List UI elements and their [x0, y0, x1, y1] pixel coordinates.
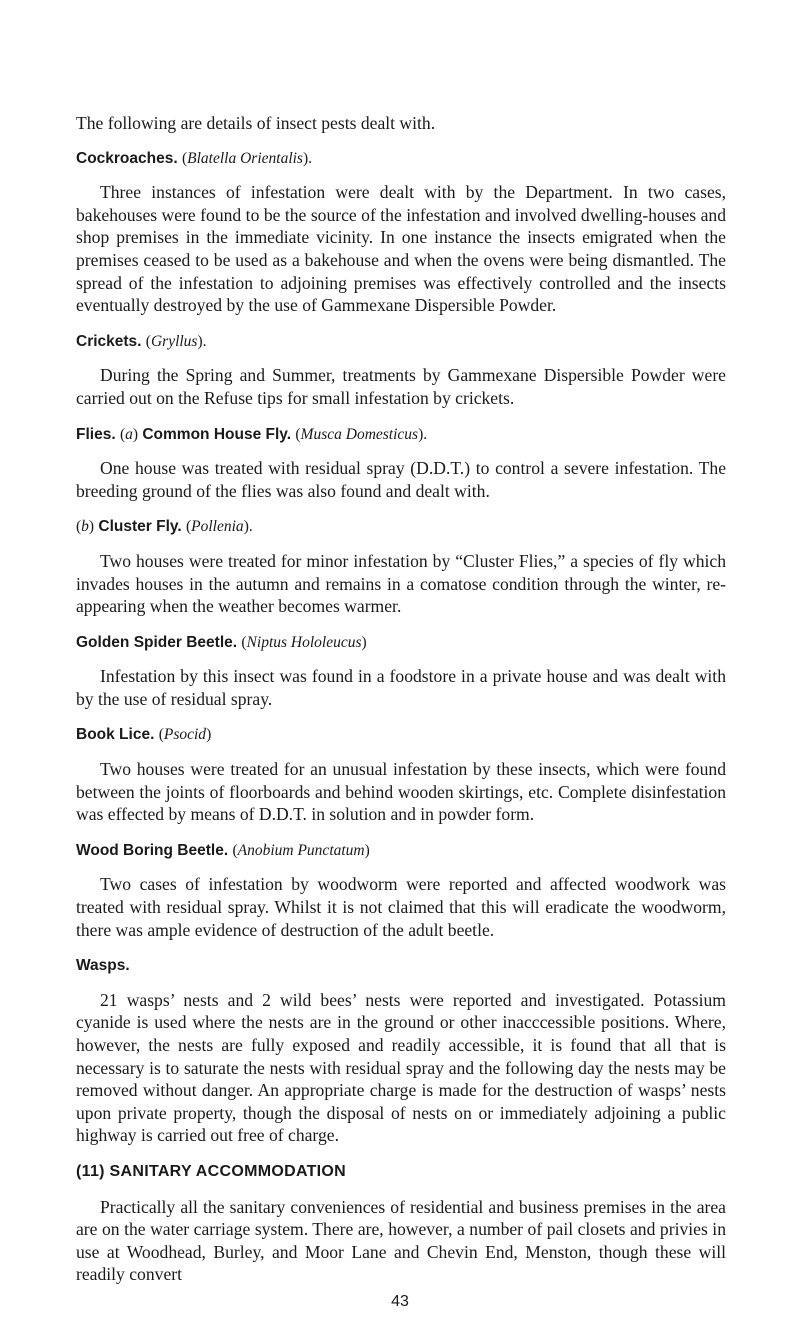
flies-b-latin: Pollenia [191, 518, 244, 536]
intro-text: The following are details of insect pests dealt with. [76, 113, 436, 133]
flies-b-body: Two houses were treated for minor infestation by “Cluster Flies,” a species of fly which invades houses in the autumn and remains in a comatose condition through the winter, re-appearing when the weather becomes warmer. [76, 550, 726, 617]
book-lice-heading: Book Lice. [76, 726, 155, 744]
sanitary-body: Practically all the sanitary conveniences of residential and business premises in the area are on the water carriage system. There are, however, a number of pail closets and privies in use at Woodhead, Burley, and Moor Lane and Chevin End, Menston, though these will readily convert [76, 1196, 726, 1285]
crickets-body: During the Spring and Summer, treatments by Gammexane Dispersible Powder were carried out on the Refuse tips for small infestation by crickets. [76, 365, 726, 408]
book-lice-latin: Psocid [163, 726, 207, 744]
spider-beetle-heading: Golden Spider Beetle. [76, 633, 238, 651]
section-wasps [76, 955, 726, 1147]
flies-b-name: Cluster Fly. [98, 518, 182, 536]
sanitary-heading: (11) SANITARY ACCOMMODATION [76, 1162, 347, 1180]
spider-beetle-body: Infestation by this insect was found in a foodstore in a private house and was dealt with by the use of residual spray. [76, 666, 726, 709]
section-wood-beetle: Wood Boring Beetle. (Anobium Punctatum) Two cases of infestation by woodworm were reported and affected woodwork was treated with residual spray. Whilst it is not claimed that this will eradicate the woodworm, there was ample evidence of destruction of the adult beetle. [76, 841, 726, 940]
section-cockroaches: Cockroaches. (Blatella Orientalis). Three instances of infestation were dealt with by the Department. In two cases, bakehouses were found to be the source of the infestation and involved dwelling-houses and shop premises in the immediate vicinity. In one instance the insects emigrated when the premises ceased to be used as a bakehouse and when the ovens were being dismantled. The spread of the infestation to adjoining premises was effectively controlled and the insects eventually destroyed by the use of Gammexane Dispersible Powder. [76, 149, 726, 316]
page-number: 43 [391, 1293, 409, 1310]
flies-a-body: One house was treated with residual spray (D.D.T.) to control a severe infestation. The breeding ground of the flies was also found and dealt with. [76, 458, 726, 501]
section-flies-a: Flies. (a) Common House Fly. (Musca Domesticus). One house was treated with residual spray (D.D.T.) to control a severe infestation. The breeding ground of the flies was also found and dealt with. [76, 425, 726, 501]
flies-a-latin: Musca Domesticus [300, 425, 419, 443]
crickets-heading: Crickets. [76, 332, 142, 350]
flies-heading: Flies. [76, 425, 116, 443]
book-lice-body: Two houses were treated for an unusual infestation by these insects, which were found between the joints of floorboards and behind wooden skirtings, etc. Complete disinfestation was effected by means of D.D.T. in solution and in powder form. [76, 759, 726, 825]
page-content [76, 112, 726, 1286]
flies-b-marker: b [81, 518, 89, 536]
wood-beetle-body: Two cases of infestation by woodworm were reported and affected woodwork was treated with residual spray. Whilst it is not claimed that this will eradicate the woodworm, there was ample evidence of destruction of the adult beetle. [76, 874, 726, 940]
section-book-lice: Book Lice. (Psocid) Two houses were treated for an unusual infestation by these insects, which were found between the joints of floorboards and behind wooden skirtings, etc. Complete disinfestation was effected by means of D.D.T. in solution and in powder form. [76, 726, 726, 825]
flies-a-marker: a [125, 425, 133, 443]
section-flies-b: (b) Cluster Fly. (Pollenia). Two houses were treated for minor infestation by “Cluster Flies,” a species of fly which invades houses in the autumn and remains in a comatose condition through the winter, re-appearing when the weather becomes warmer. [76, 518, 726, 617]
spider-beetle-latin: Niptus Hololeucus [246, 633, 362, 651]
cockroaches-heading: Cockroaches. [76, 149, 178, 167]
wasps-heading: Wasps. [76, 957, 130, 975]
section-sanitary [76, 1161, 726, 1286]
crickets-latin: Gryllus [150, 332, 198, 350]
wood-beetle-heading: Wood Boring Beetle. [76, 841, 229, 859]
section-crickets: Crickets. (Gryllus). During the Spring and Summer, treatments by Gammexane Dispersible Powder were carried out on the Refuse tips for small infestation by crickets. [76, 332, 726, 408]
wood-beetle-latin: Anobium Punctatum [237, 841, 365, 859]
cockroaches-body: Three instances of infestation were dealt with by the Department. In two cases, bakehouses were found to be the source of the infestation and involved dwelling-houses and shop premises in the immediate vicinity. In one instance the insects emigrated when the premises ceased to be used as a bakehouse and when the ovens were being dismantled. The spread of the infestation to adjoining premises was effectively controlled and the insects eventually destroyed by the use of Gammexane Dispersible Powder. [76, 182, 726, 316]
section-spider-beetle: Golden Spider Beetle. (Niptus Hololeucus) Infestation by this insect was found in a foodstore in a private house and was dealt with by the use of residual spray. [76, 633, 726, 709]
cockroaches-latin: Blatella Orientalis [187, 149, 303, 167]
wasps-body: 21 wasps’ nests and 2 wild bees’ nests were reported and investigated. Potassium cyanide is used where the nests are in the ground or other inacccessible positions. Where, however, the nests are fully exposed and readily accessible, it is found that all that is necessary is to saturate the nests with residual spray and the following day the nests may be removed without danger. An appropriate charge is made for the destruction of wasps’ nests upon private property, though the disposal of nests on or immediately adjoining a public highway is carried out free of charge. [76, 989, 726, 1146]
flies-a-name: Common House Fly. [142, 425, 292, 443]
